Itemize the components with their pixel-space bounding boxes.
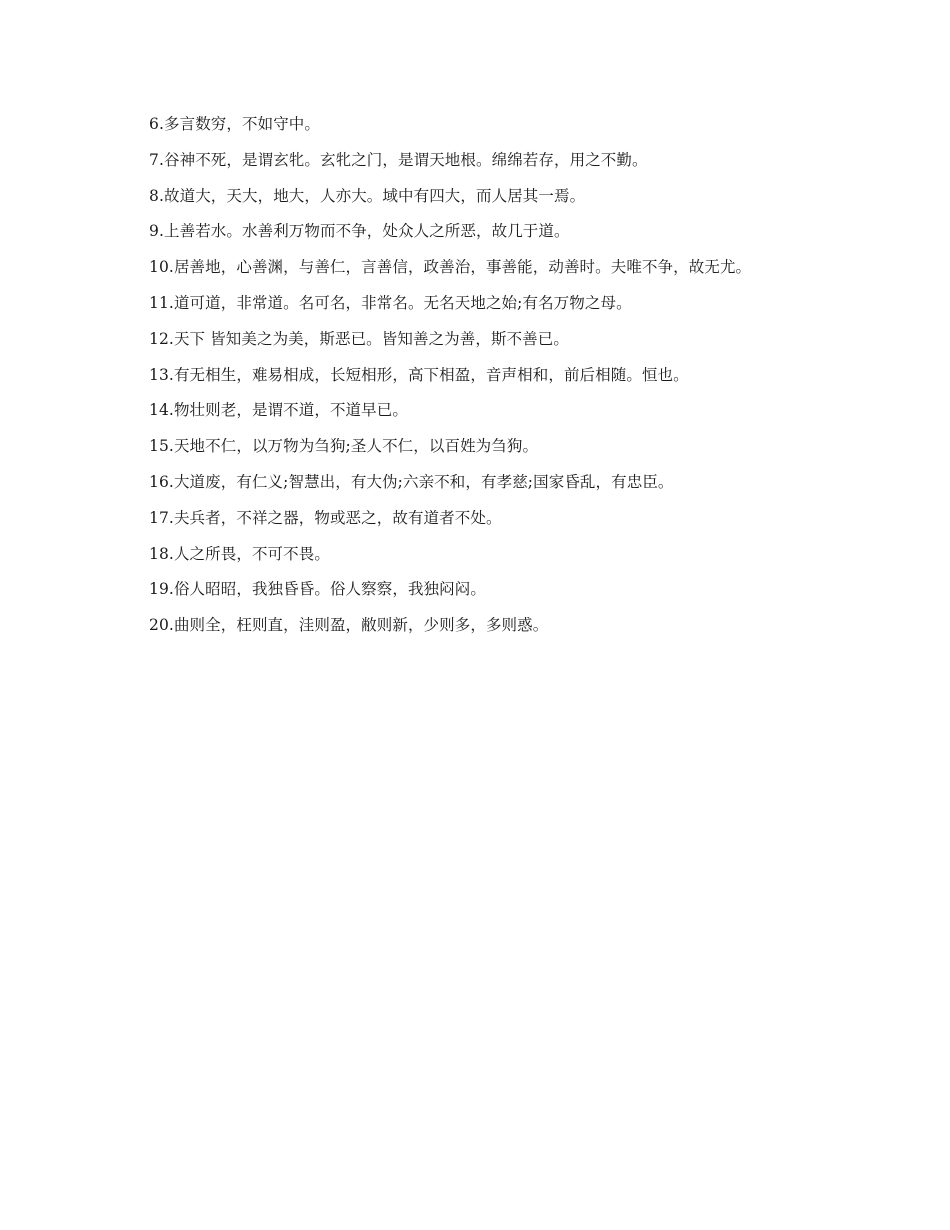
paragraph-20: 20.曲则全，枉则直，洼则盈，敝则新，少则多，多则惑。: [149, 616, 549, 635]
paragraph-10: 10.居善地，心善渊，与善仁，言善信，政善治，事善能，动善时。夫唯不争，故无尤。: [149, 258, 752, 277]
paragraph-8: 8.故道大，天大，地大，人亦大。域中有四大，而人居其一焉。: [149, 186, 586, 205]
paragraph-13: 13.有无相生，难易相成，长短相形，高下相盈，音声相和，前后相随。恒也。: [149, 365, 689, 384]
paragraph-6: 6.多言数穷，不如守中。: [149, 115, 320, 133]
paragraph-14: 14.物壮则老，是谓不道，不道早已。: [149, 401, 408, 420]
paragraph-17: 17.夫兵者，不祥之器，物或恶之，故有道者不处。: [149, 508, 502, 527]
paragraph-19: 19.俗人昭昭，我独昏昏。俗人察察，我独闷闷。: [149, 580, 486, 599]
paragraph-11: 11.道可道，非常道。名可名，非常名。无名天地之始;有名万物之母。: [149, 293, 632, 312]
paragraph-16: 16.大道废，有仁义;智慧出，有大伪;六亲不和，有孝慈;国家昏乱，有忠臣。: [149, 472, 674, 491]
paragraph-15: 15.天地不仁，以万物为刍狗;圣人不仁，以百姓为刍狗。: [149, 437, 539, 456]
document-body: [113, 112, 833, 649]
paragraph-12: 12.天下 皆知美之为美，斯恶已。皆知善之为善，斯不善已。: [149, 329, 569, 348]
paragraph-7: 7.谷神不死，是谓玄牝。玄牝之门，是谓天地根。绵绵若存，用之不勤。: [149, 150, 648, 169]
paragraph-18: 18.人之所畏，不可不畏。: [149, 544, 330, 563]
paragraph-9: 9.上善若水。水善利万物而不争，处众人之所恶，故几于道。: [149, 222, 570, 241]
